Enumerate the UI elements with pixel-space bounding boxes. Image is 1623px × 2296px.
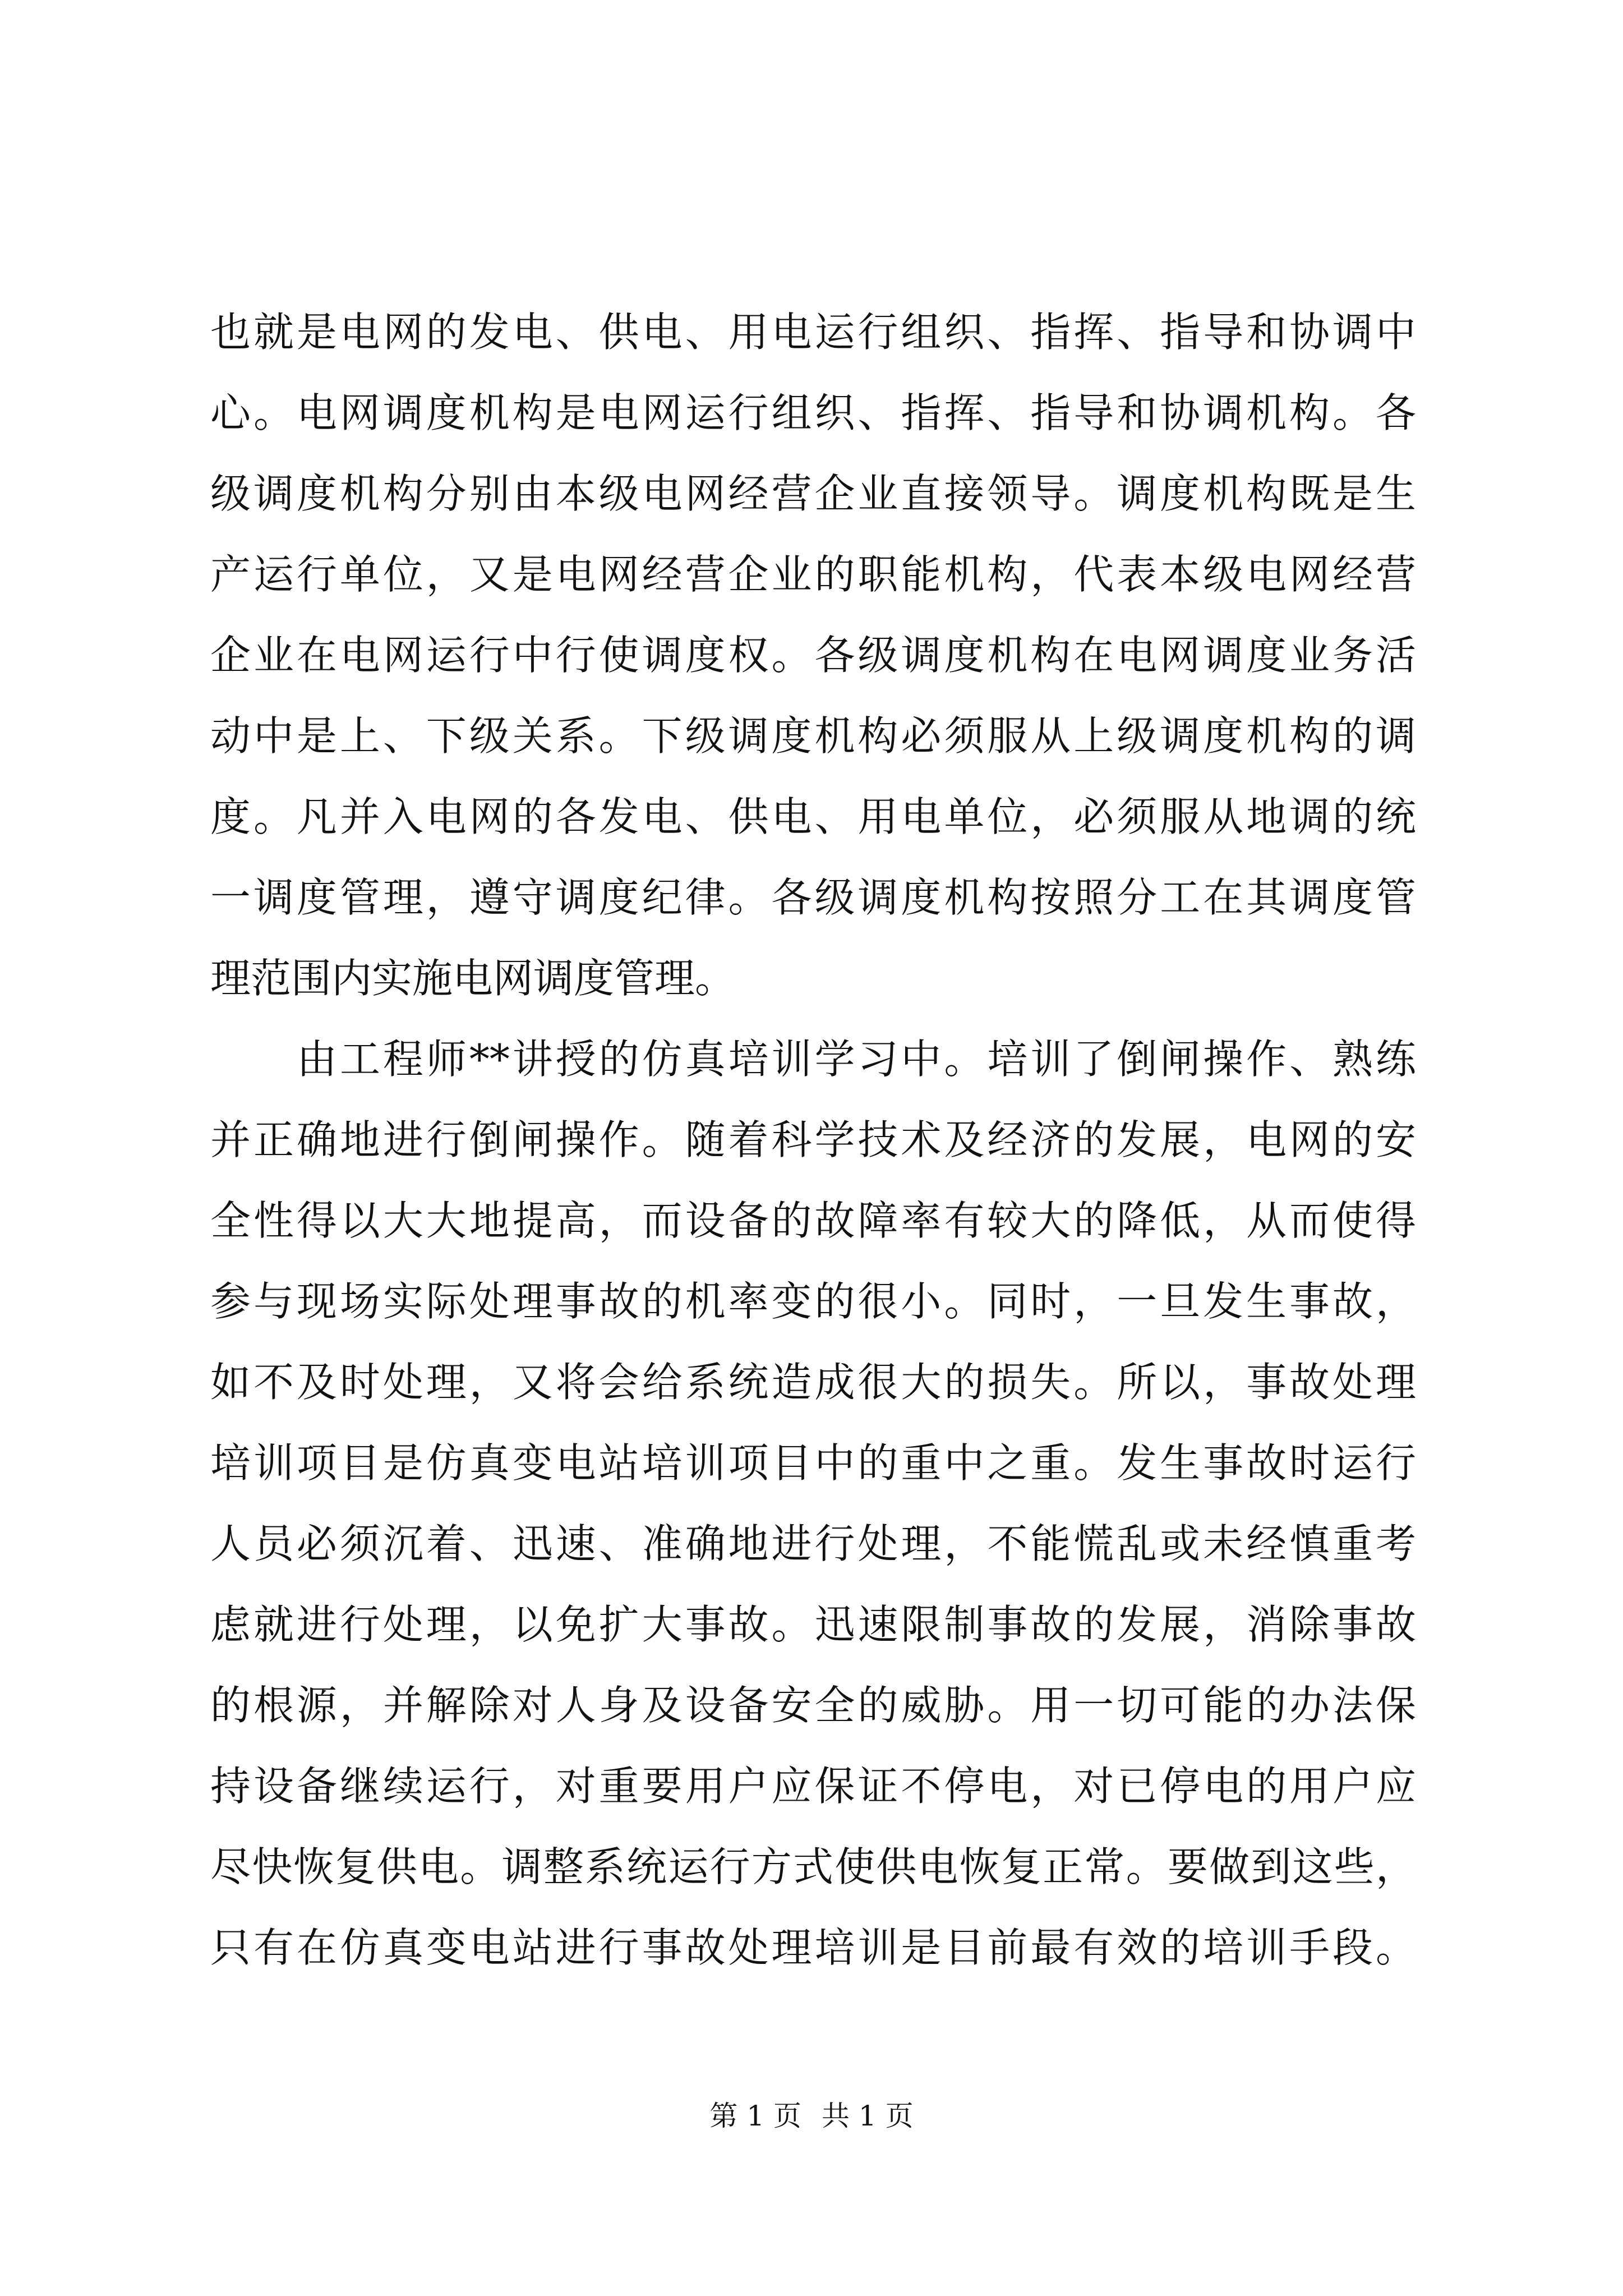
text-line: 心。电网调度机构是电网运行组织、指挥、指导和协调机构。各 <box>210 389 1416 436</box>
page-number: 第 1 页 <box>709 2100 801 2132</box>
text-line: 持设备继续运行，对重要用户应保证不停电，对已停电的用户应 <box>210 1763 1416 1810</box>
text-line: 产运行单位，又是电网经营企业的职能机构，代表本级电网经营 <box>210 551 1416 598</box>
paragraph-1 <box>210 292 1416 1019</box>
text-line: 参与现场实际处理事故的机率变的很小。同时，一旦发生事故， <box>210 1278 1416 1325</box>
text-line: 尽快恢复供电。调整系统运行方式使供电恢复正常。要做到这些， <box>210 1843 1416 1890</box>
text-line: 动中是上、下级关系。下级调度机构必须服从上级调度机构的调 <box>210 712 1416 760</box>
text-line: 培训项目是仿真变电站培训项目中的重中之重。发生事故时运行 <box>210 1439 1416 1487</box>
page-total: 共 1 页 <box>822 2100 914 2132</box>
text-line: 理范围内实施电网调度管理。 <box>210 955 736 1002</box>
text-line: 一调度管理，遵守调度纪律。各级调度机构按照分工在其调度管 <box>210 874 1416 921</box>
text-line: 虑就进行处理，以免扩大事故。迅速限制事故的发展，消除事故 <box>210 1601 1416 1648</box>
page-footer <box>0 2099 1623 2133</box>
text-line: 度。凡并入电网的各发电、供电、用电单位，必须服从地调的统 <box>210 793 1416 840</box>
text-line: 的根源，并解除对人身及设备安全的威胁。用一切可能的办法保 <box>210 1682 1416 1729</box>
text-line: 人员必须沉着、迅速、准确地进行处理，不能慌乱或未经慎重考 <box>210 1520 1416 1567</box>
paragraph-2 <box>210 1019 1416 1988</box>
text-line: 并正确地进行倒闸操作。随着科学技术及经济的发展，电网的安 <box>210 1116 1416 1163</box>
document-body <box>210 292 1416 1988</box>
text-line: 由工程师**讲授的仿真培训学习中。培训了倒闸操作、熟练 <box>297 1036 1416 1083</box>
text-line: 也就是电网的发电、供电、用电运行组织、指挥、指导和协调中 <box>210 309 1416 356</box>
text-line: 全性得以大大地提高，而设备的故障率有较大的降低，从而使得 <box>210 1197 1416 1244</box>
text-line: 级调度机构分别由本级电网经营企业直接领导。调度机构既是生 <box>210 470 1416 517</box>
text-line: 只有在仿真变电站进行事故处理培训是目前最有效的培训手段。 <box>210 1924 1416 1971</box>
text-line: 企业在电网运行中行使调度权。各级调度机构在电网调度业务活 <box>210 632 1416 679</box>
text-line: 如不及时处理，又将会给系统造成很大的损失。所以，事故处理 <box>210 1359 1416 1406</box>
